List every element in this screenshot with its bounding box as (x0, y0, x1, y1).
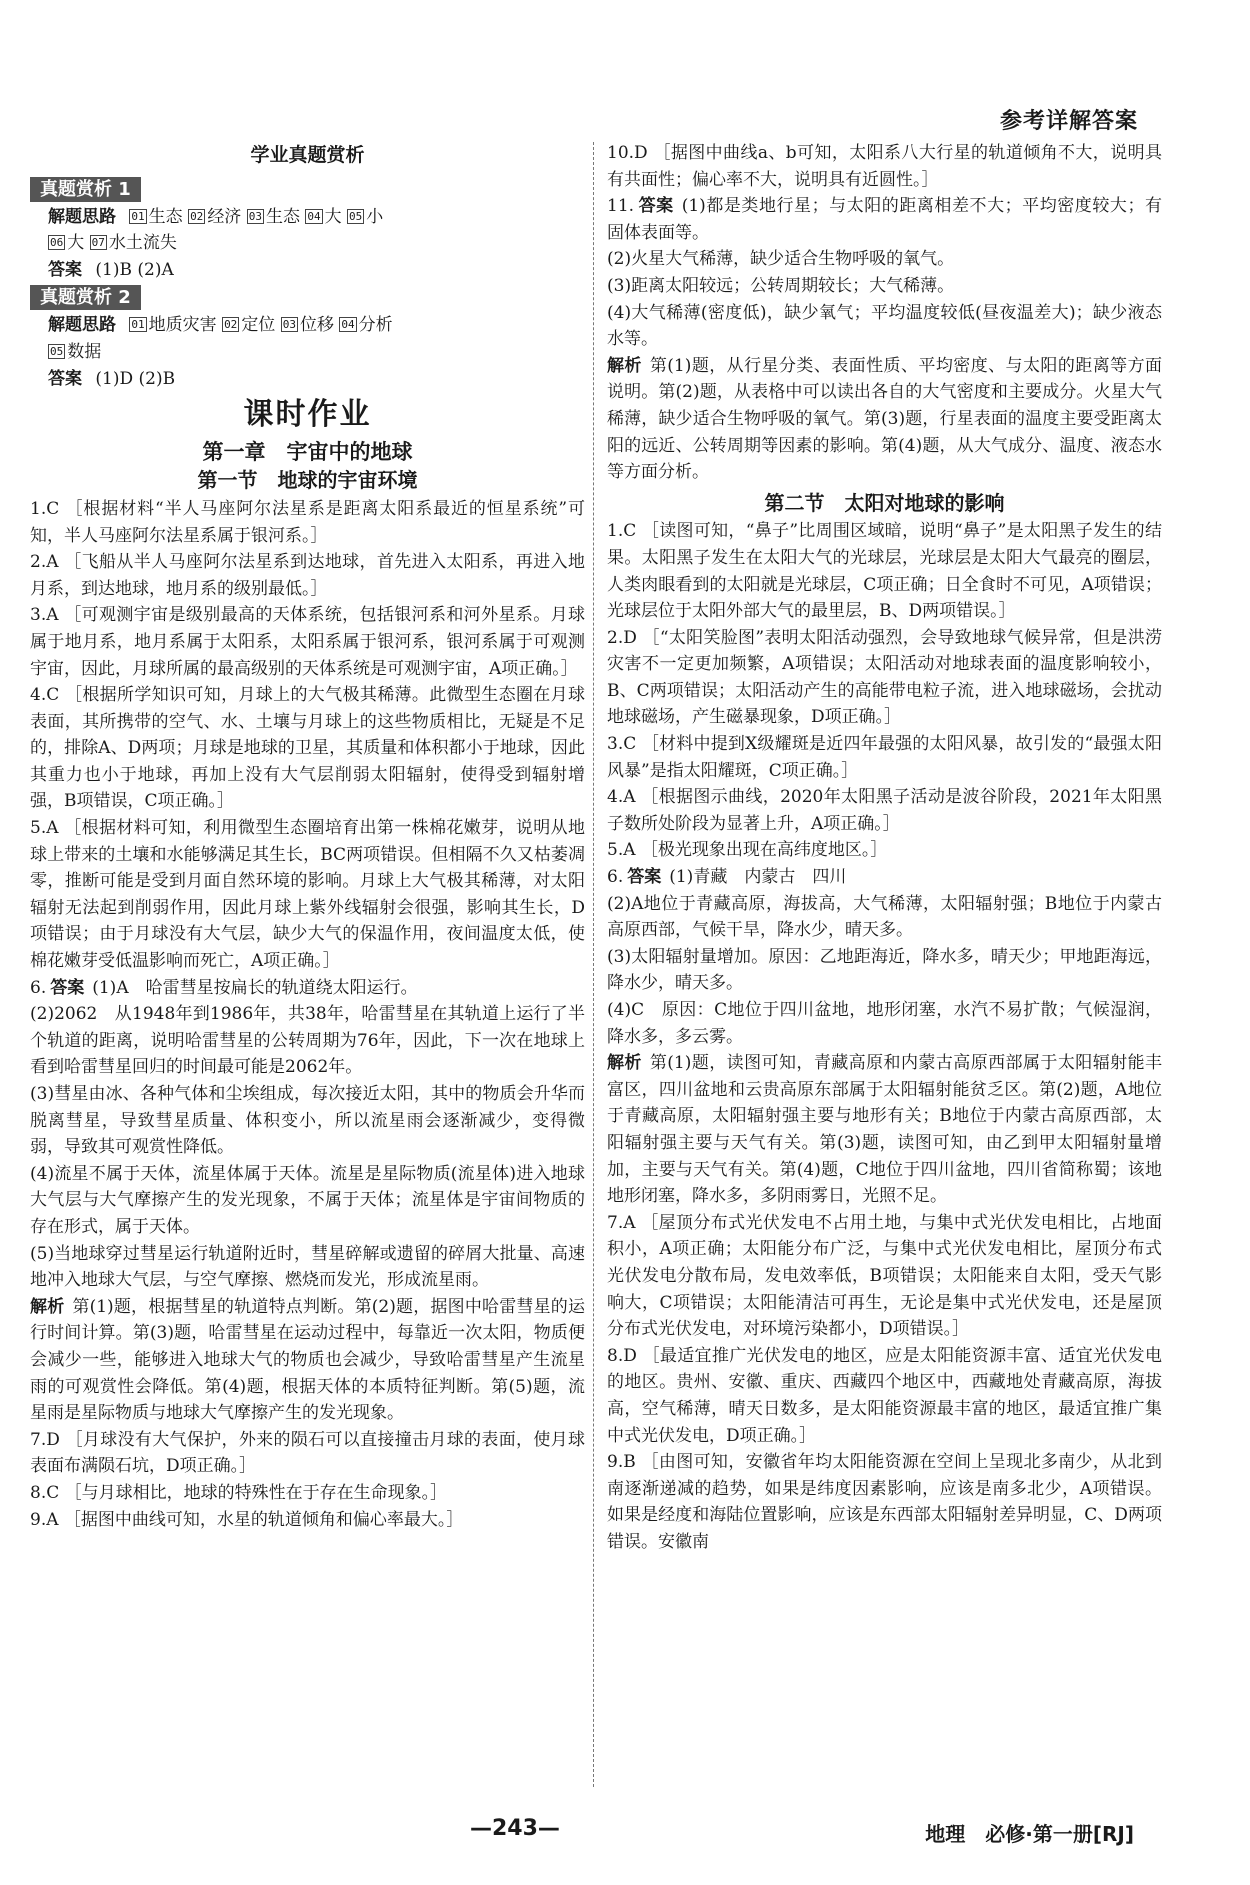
answer-r6-4: (4)C 原因：C地位于四川盆地，地形闭塞，水汽不易扩散；气候湿润，降水多，多云雾。 (607, 1000, 1162, 1047)
column-divider (593, 142, 594, 1787)
section-title: 学业真题赏析 (250, 144, 365, 166)
answer-r6-head: 6. 答案 (1)青藏 内蒙古 四川 (607, 867, 847, 888)
thinking-item: 04 大 (307, 206, 342, 227)
answer-label: 答案 (48, 259, 82, 280)
analysis-block-2 (30, 283, 585, 392)
page-number: —243— (470, 1816, 560, 1841)
thinking-item: 04 分析 (341, 315, 393, 336)
analysis-badge-2: 真题赏析 2 (30, 285, 141, 310)
answer-q6-3: (3)彗星由冰、各种气体和尘埃组成，每次接近太阳，其中的物质会升华而脱离彗星，导致彗星质量、体积变小，所以流星雨会逐渐减少，变得微弱，导致其可观赏性降低。 (30, 1084, 585, 1158)
thinking-item: 02 经济 (190, 206, 242, 227)
answer-q6-4: (4)流星不属于天体，流星体属于天体。流星是星际物质(流星体)进入地球大气层与大气摩擦产生的发光现象，不属于天体；流星体是宇宙间物质的存在形式，属于天体。 (30, 1163, 585, 1237)
thinking-label: 解题思路 (48, 206, 116, 227)
answer-q8: 8.C ［与月球相比，地球的特殊性在于存在生命现象。］ (30, 1482, 448, 1503)
thinking-item: 05 数据 (50, 341, 102, 362)
answer-r6-3: (3)太阳辐射量增加。原因：乙地距海近，降水多，晴天少；甲地距海远，降水少，晴天多。 (607, 946, 1162, 994)
answer-q7: 7.D ［月球没有大气保护，外来的陨石可以直接撞击月球的表面，使月球表面布满陨石坑，D项正确。］ (30, 1429, 585, 1477)
answer-r6-2: (2)A地位于青藏高原，海拔高，大气稀薄，太阳辐射强；B地位于内蒙古高原西部，气候干旱，降水少，晴天多。 (607, 893, 1162, 941)
thinking-label: 解题思路 (48, 315, 116, 336)
answer-r1: 1.C ［读图可知，“鼻子”比周围区域暗，说明“鼻子”是太阳黑子发生的结果。太阳黑子发生在太阳大气的光球层，光球层是太阳大气最亮的圈层，人类肉眼看到的太阳就是光球层，C项正确；日全食时不可见，A项错误；光球层位于太阳外部大气的最里层，B、D两项错误。］ (607, 521, 1162, 622)
answer-q2: 2.A ［飞船从半人马座阿尔法星系到达地球，首先进入太阳系，再进入地月系，到达地球，地月系的级别最低。］ (30, 552, 585, 599)
thinking-row-2 (30, 312, 585, 339)
answer-r3: 3.C ［材料中提到X级耀斑是近四年最强的太阳风暴，故引发的“最强太阳风暴”是指太阳耀斑，C项正确。］ (607, 734, 1162, 781)
thinking-item: 03 生态 (248, 206, 300, 227)
answer-value: (1)B (2)A (95, 259, 174, 280)
answer-q6-head: 6. 答案 (1)A 哈雷彗星按扁长的轨道绕太阳运行。 (30, 977, 418, 998)
thinking-item: 02 定位 (224, 315, 276, 336)
node-title: 第一节 地球的宇宙环境 (197, 468, 418, 493)
answer-row-2 (30, 366, 585, 393)
thinking-row-1 (30, 204, 585, 231)
answer-r9: 9.B ［由图可知，安徽省年均太阳能资源在空间上呈现北多南少，从北到南逐渐递减的趋势，如果是纬度因素影响，应该是南多北少，A项错误。如果是经度和海陆位置影响，应该是东西部太阳辐射差异明显，C、D两项错误。安徽南 (607, 1452, 1162, 1552)
answer-q11-2: (2)火星大气稀薄，缺少适合生物呼吸的氧气。 (607, 249, 955, 270)
thinking-item: 06 大 (50, 233, 85, 254)
chapter-title: 第一章 宇宙中的地球 (202, 439, 413, 464)
answer-label: 答案 (48, 368, 82, 389)
answer-q9: 9.A ［据图中曲线可知，水星的轨道倾角和偏心率最大。］ (30, 1509, 464, 1530)
thinking-row-1b (30, 230, 585, 257)
right-column (607, 140, 1162, 1555)
answer-q6-5: (5)当地球穿过彗星运行轨道附近时，彗星碎解或遗留的碎屑大批量、高速地冲入地球大气层，与空气摩擦、燃烧而发光，形成流星雨。 (30, 1243, 585, 1291)
answer-value: (1)D (2)B (95, 368, 176, 389)
answer-r2: 2.D ［“太阳笑脸图”表明太阳活动强烈，会导致地球气候异常，但是洪涝灾害不一定更加频繁，A项错误；太阳活动对地球表面的温度影响较小，B、C两项错误；太阳活动产生的高能带电粒子流，进入地球磁场，会扰动地球磁场，产生磁暴现象，D项正确。］ (607, 627, 1162, 728)
answer-q5: 5.A ［根据材料可知，利用微型生态圈培育出第一株棉花嫩芽，说明从地球上带来的土壤和水能够满足其生长，BC两项错误。但相隔不久又枯萎凋零，推断可能是受到月面自然环境的影响。月球上大气极其稀薄，对太阳辐射无法起到削弱作用，因此月球上紫外线辐射会很强，影响其生长，D项错误；由于月球没有大气层，缺少大气的保温作用，夜间温度太低，使棉花嫩芽受低温影响而死亡，A项正确。］ (30, 818, 585, 972)
thinking-item: 01 生态 (131, 206, 183, 227)
thinking-item: 01 地质灾害 (131, 315, 217, 336)
answer-q6-2: (2)2062 从1948年到1986年，共38年，哈雷彗星在其轨道上运行了半个轨道的距离，说明哈雷彗星的公转周期为76年，因此，下一次在地球上看到哈雷彗星回归的时间最可能是2062年。 (30, 1004, 585, 1078)
answer-q11-4: (4)大气稀薄(密度低)，缺少氧气；平均温度较低(昼夜温差大)；缺少液态水等。 (607, 302, 1162, 350)
thinking-row-2b (30, 339, 585, 366)
answer-r8: 8.D ［最适宜推广光伏发电的地区，应是太阳能资源丰富、适宜光伏发电的地区。贵州、安徽、重庆、西藏四个地区中，西藏地处青藏高原，海拔高，空气稀薄，晴天日数多，是太阳能资源最丰富的地区，最适宜推广集中式光伏发电，D项正确。］ (607, 1345, 1162, 1446)
answer-q11-3: (3)距离太阳较远；公转周期较长；大气稀薄。 (607, 275, 955, 296)
analysis-r6: 解析 第(1)题，读图可知，青藏高原和内蒙古高原西部属于太阳辐射能丰富区，四川盆地和云贵高原东部属于太阳辐射能贫乏区。第(2)题，A地位于青藏高原，太阳辐射强主要与地形有关；B地位于内蒙古高原西部，太阳辐射强主要与天气有关。第(3)题，读图可知，由乙到甲太阳辐射量增加，主要与天气有关。第(4)题，C地位于四川盆地，四川省简称蜀；该地地形闭塞，降水多，多阴雨雾日，光照不足。 (607, 1053, 1163, 1207)
answer-r4: 4.A ［根据图示曲线，2020年太阳黑子活动是波谷阶段，2021年太阳黑子数所处阶段为显著上升，A项正确。］ (607, 787, 1162, 834)
answer-r5: 5.A ［极光现象出现在高纬度地区。］ (607, 840, 888, 861)
analysis-q6: 解析 第(1)题，根据彗星的轨道特点判断。第(2)题，据图中哈雷彗星的运行时间计算。第(3)题，哈雷彗星在运动过程中，每靠近一次太阳，物质便会减少一些，能够进入地球大气的物质也会减少，导致哈雷彗星产生流星雨的可观赏性会降低。第(4)题，根据天体的本质特征判断。第(5)题，流星雨是星际物质与地球大气摩擦产生的发光现象。 (30, 1296, 585, 1424)
thinking-item: 05 小 (349, 206, 384, 227)
answer-q10: 10.D ［据图中曲线a、b可知，太阳系八大行星的轨道倾角不大，说明具有共面性；偏心率不大，说明具有近圆性。］ (607, 143, 1162, 190)
left-column (30, 140, 585, 1533)
analysis-block-1 (30, 175, 585, 284)
thinking-item: 07 水土流失 (91, 233, 177, 254)
answer-q11-head: 11. 答案 (1)都是类地行星；与太阳的距离相差不大；平均密度较大；有固体表面等。 (607, 196, 1162, 243)
answer-r7: 7.A ［屋顶分布式光伏发电不占用土地，与集中式光伏发电相比，占地面积小，A项正确；太阳能分布广泛，与集中式光伏发电相比，屋顶分布式光伏发电分散布局，发电效率低，B项错误；太阳能来自太阳，受天气影响大，C项错误；太阳能清洁可再生，无论是集中式光伏发电，还是屋顶分布式光伏发电，对环境污染都小，D项错误。］ (607, 1212, 1162, 1340)
thinking-item: 03 位移 (282, 315, 334, 336)
node2-title: 第二节 太阳对地球的影响 (764, 490, 1005, 515)
answer-row-1 (30, 257, 585, 284)
header-title: 参考详解答案 (999, 109, 1138, 134)
answer-q3: 3.A ［可观测宇宙是级别最高的天体系统，包括银河系和河外星系。月球属于地月系，地月系属于太阳系，太阳系属于银河系，银河系属于可观测宇宙，因此，月球所属的最高级别的天体系统是可观测宇宙，A项正确。］ (30, 605, 585, 679)
answer-q4: 4.C ［根据所学知识可知，月球上的大气极其稀薄。此微型生态圈在月球表面，其所携带的空气、水、土壤与月球上的这些物质相比，无疑是不足的，排除A、D两项；月球是地球的卫星，其质量和体积都小于地球，因此其重力也小于地球，再加上没有大气层削弱太阳辐射，使得受到辐射增强，B项错误，C项正确。］ (30, 685, 585, 812)
homework-title: 课时作业 (243, 397, 372, 433)
book-title: 地理 必修·第一册[RJ] (925, 1822, 1134, 1846)
analysis-q11: 解析 第(1)题，从行星分类、表面性质、平均密度、与太阳的距离等方面说明。第(2)题，从表格中可以读出各自的大气密度和主要成分。火星大气稀薄，缺少适合生物呼吸的氧气。第(3)题，行星表面的温度主要受距离太阳的远近、公转周期等因素的影响。第(4)题，从大气成分、温度、液态水等方面分析。 (607, 355, 1163, 483)
answer-q1: 1.C ［根据材料“半人马座阿尔法星系是距离太阳系最近的恒星系统”可知，半人马座阿尔法星系属于银河系。］ (30, 498, 585, 546)
analysis-badge-1: 真题赏析 1 (30, 177, 141, 202)
